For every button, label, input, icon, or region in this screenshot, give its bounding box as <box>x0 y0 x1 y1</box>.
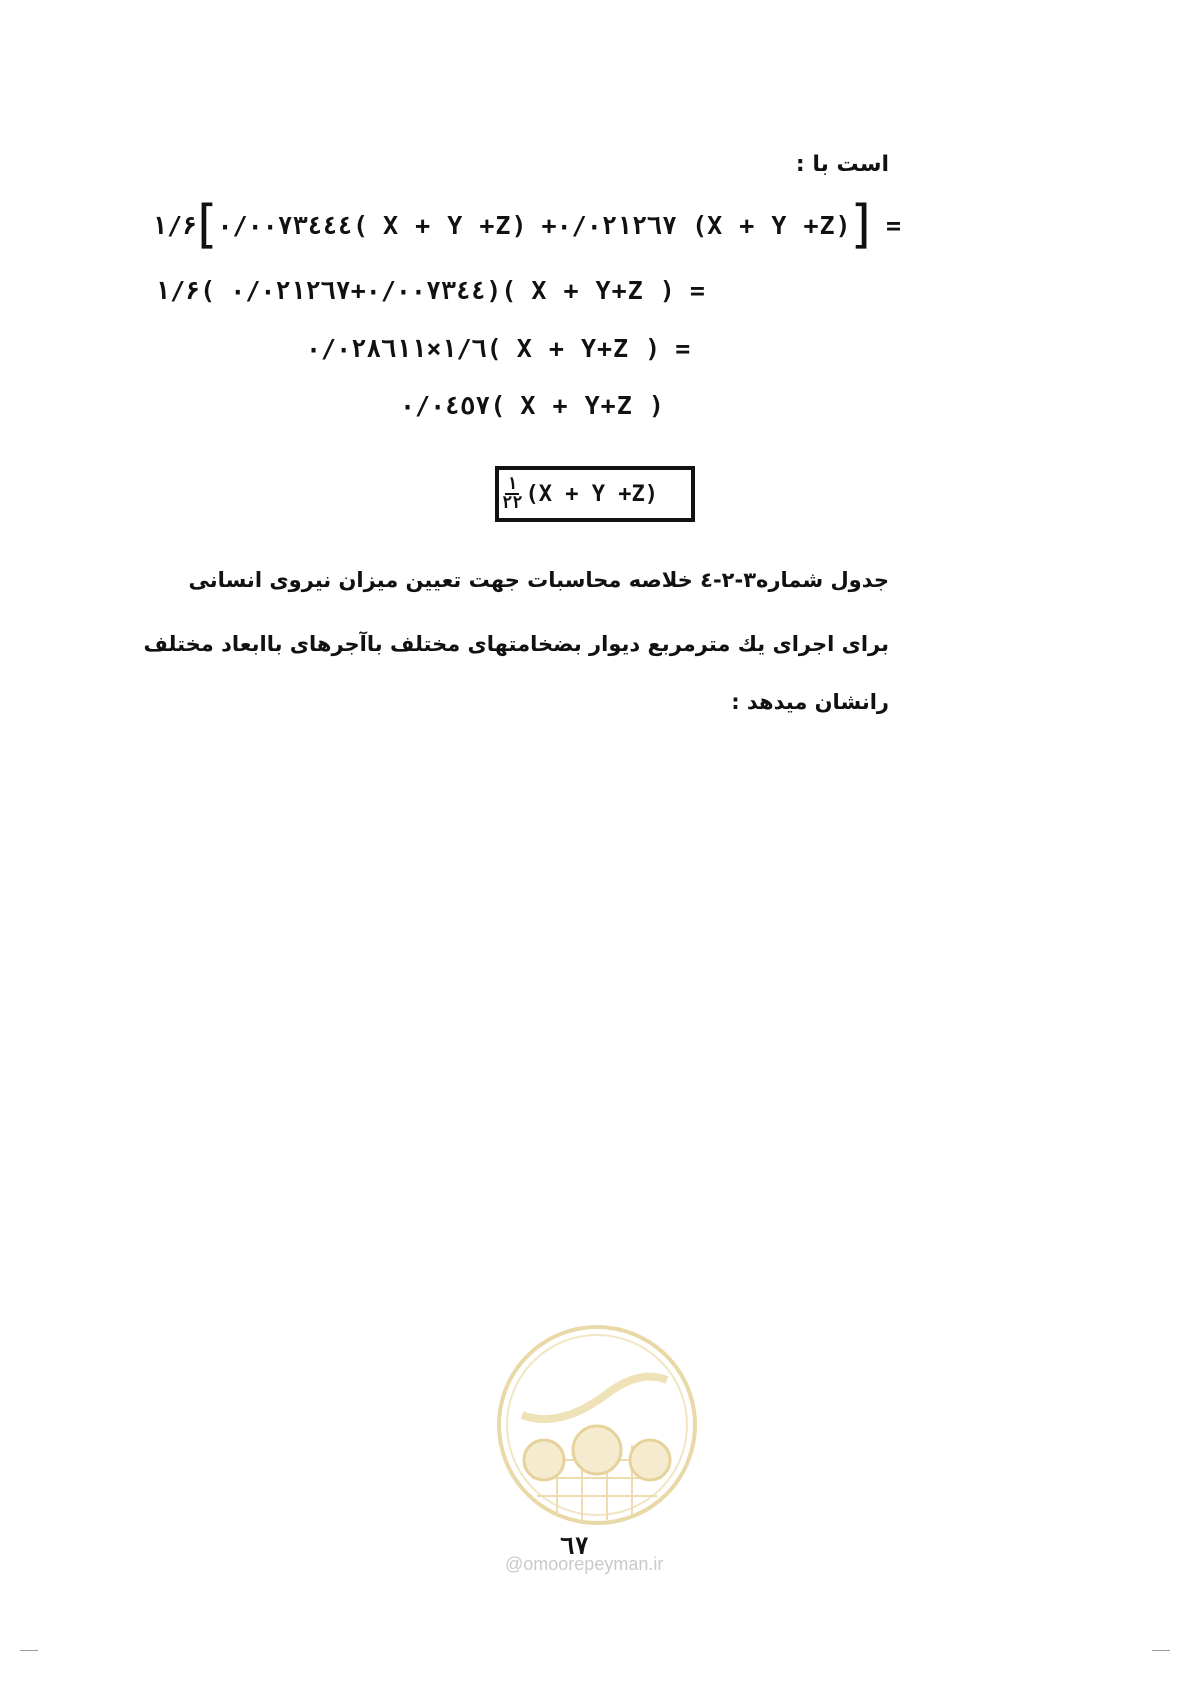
result-expression: (X + Y +Z) <box>525 481 658 507</box>
fraction-numerator: ١ <box>507 474 518 494</box>
eq1-equals: = <box>885 211 902 240</box>
scan-mark-right <box>1152 1650 1170 1651</box>
paragraph-line-2: برای اجرای یك مترمربع دیوار بضخامتهای مختلف باآجرهای باابعاد مختلف <box>143 632 889 656</box>
paragraph-line-3: رانشان میدهد : <box>731 690 889 714</box>
page-number: ٦٧ <box>560 1532 589 1560</box>
equation-line-2: ١/۶( ٠/٠٠٧٣٤٤+٠/٠٢١٢٦٧)( X + Y+Z ) = <box>155 276 705 305</box>
watermark-seal <box>492 1320 702 1530</box>
scan-mark-left <box>20 1650 38 1651</box>
result-fraction <box>502 476 522 512</box>
equation-line-4: ٠/٠٤٥٧( X + Y+Z ) <box>400 391 664 420</box>
heading: است با : <box>795 152 889 177</box>
left-bracket: [ <box>197 195 218 255</box>
paragraph-line-1: جدول شماره٣-٢-٤ خلاصه محاسبات جهت تعیین میزان نیروی انسانی <box>188 568 889 592</box>
fraction-denominator: ٢٢ <box>502 493 523 513</box>
boxed-result <box>495 466 695 522</box>
eq1-inner: ٠/٠٠٧٣٤٤٤( X + Y +Z) +٠/٠٢١٢٦٧ (X + Y +Z) <box>217 211 851 240</box>
right-bracket: ] <box>850 195 871 255</box>
watermark-site-text: @omoorepeyman.ir <box>505 1554 664 1574</box>
equation-line-3: ١/٦×٠/٠٢٨٦١١( X + Y+Z ) = <box>306 334 691 363</box>
eq1-coefficient: ١/۶ <box>152 211 198 240</box>
equation-line-1 <box>152 195 902 255</box>
